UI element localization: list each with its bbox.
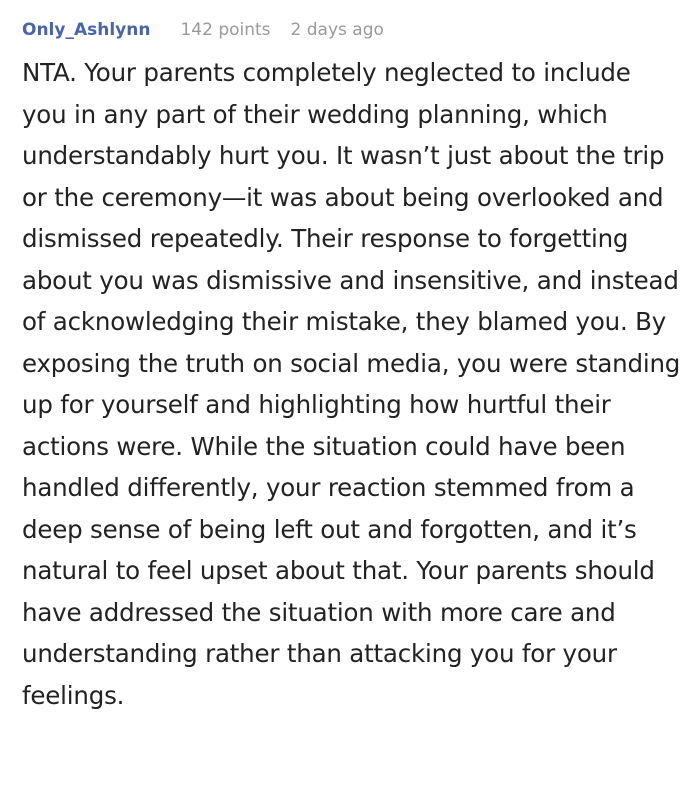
comment bbox=[22, 14, 682, 716]
comment-meta bbox=[22, 14, 682, 46]
comment-points: 142 points bbox=[180, 20, 271, 40]
comment-text: NTA. Your parents completely neglected to include you in any part of their wedding planning, which understandably hurt you. It wasn’t just about the trip or the ceremony—it was about being overlooked and dismissed repeatedly. Their response to forgetting about you was dismissive and insensitive, and instead of acknowledging their mistake, they blamed you. By exposing the truth on social media, you were standing up for yourself and highlighting how hurtful their actions were. While the situation could have been handled differently, your reaction stemmed from a deep sense of being left out and forgotten, and it’s natural to feel upset about that. Your parents should have addressed the situation with more care and understanding rather than attacking you for your feelings. bbox=[22, 58, 681, 710]
comment-timestamp: 2 days ago bbox=[290, 20, 384, 40]
comment-author-link[interactable]: Only_Ashlynn bbox=[22, 20, 151, 40]
